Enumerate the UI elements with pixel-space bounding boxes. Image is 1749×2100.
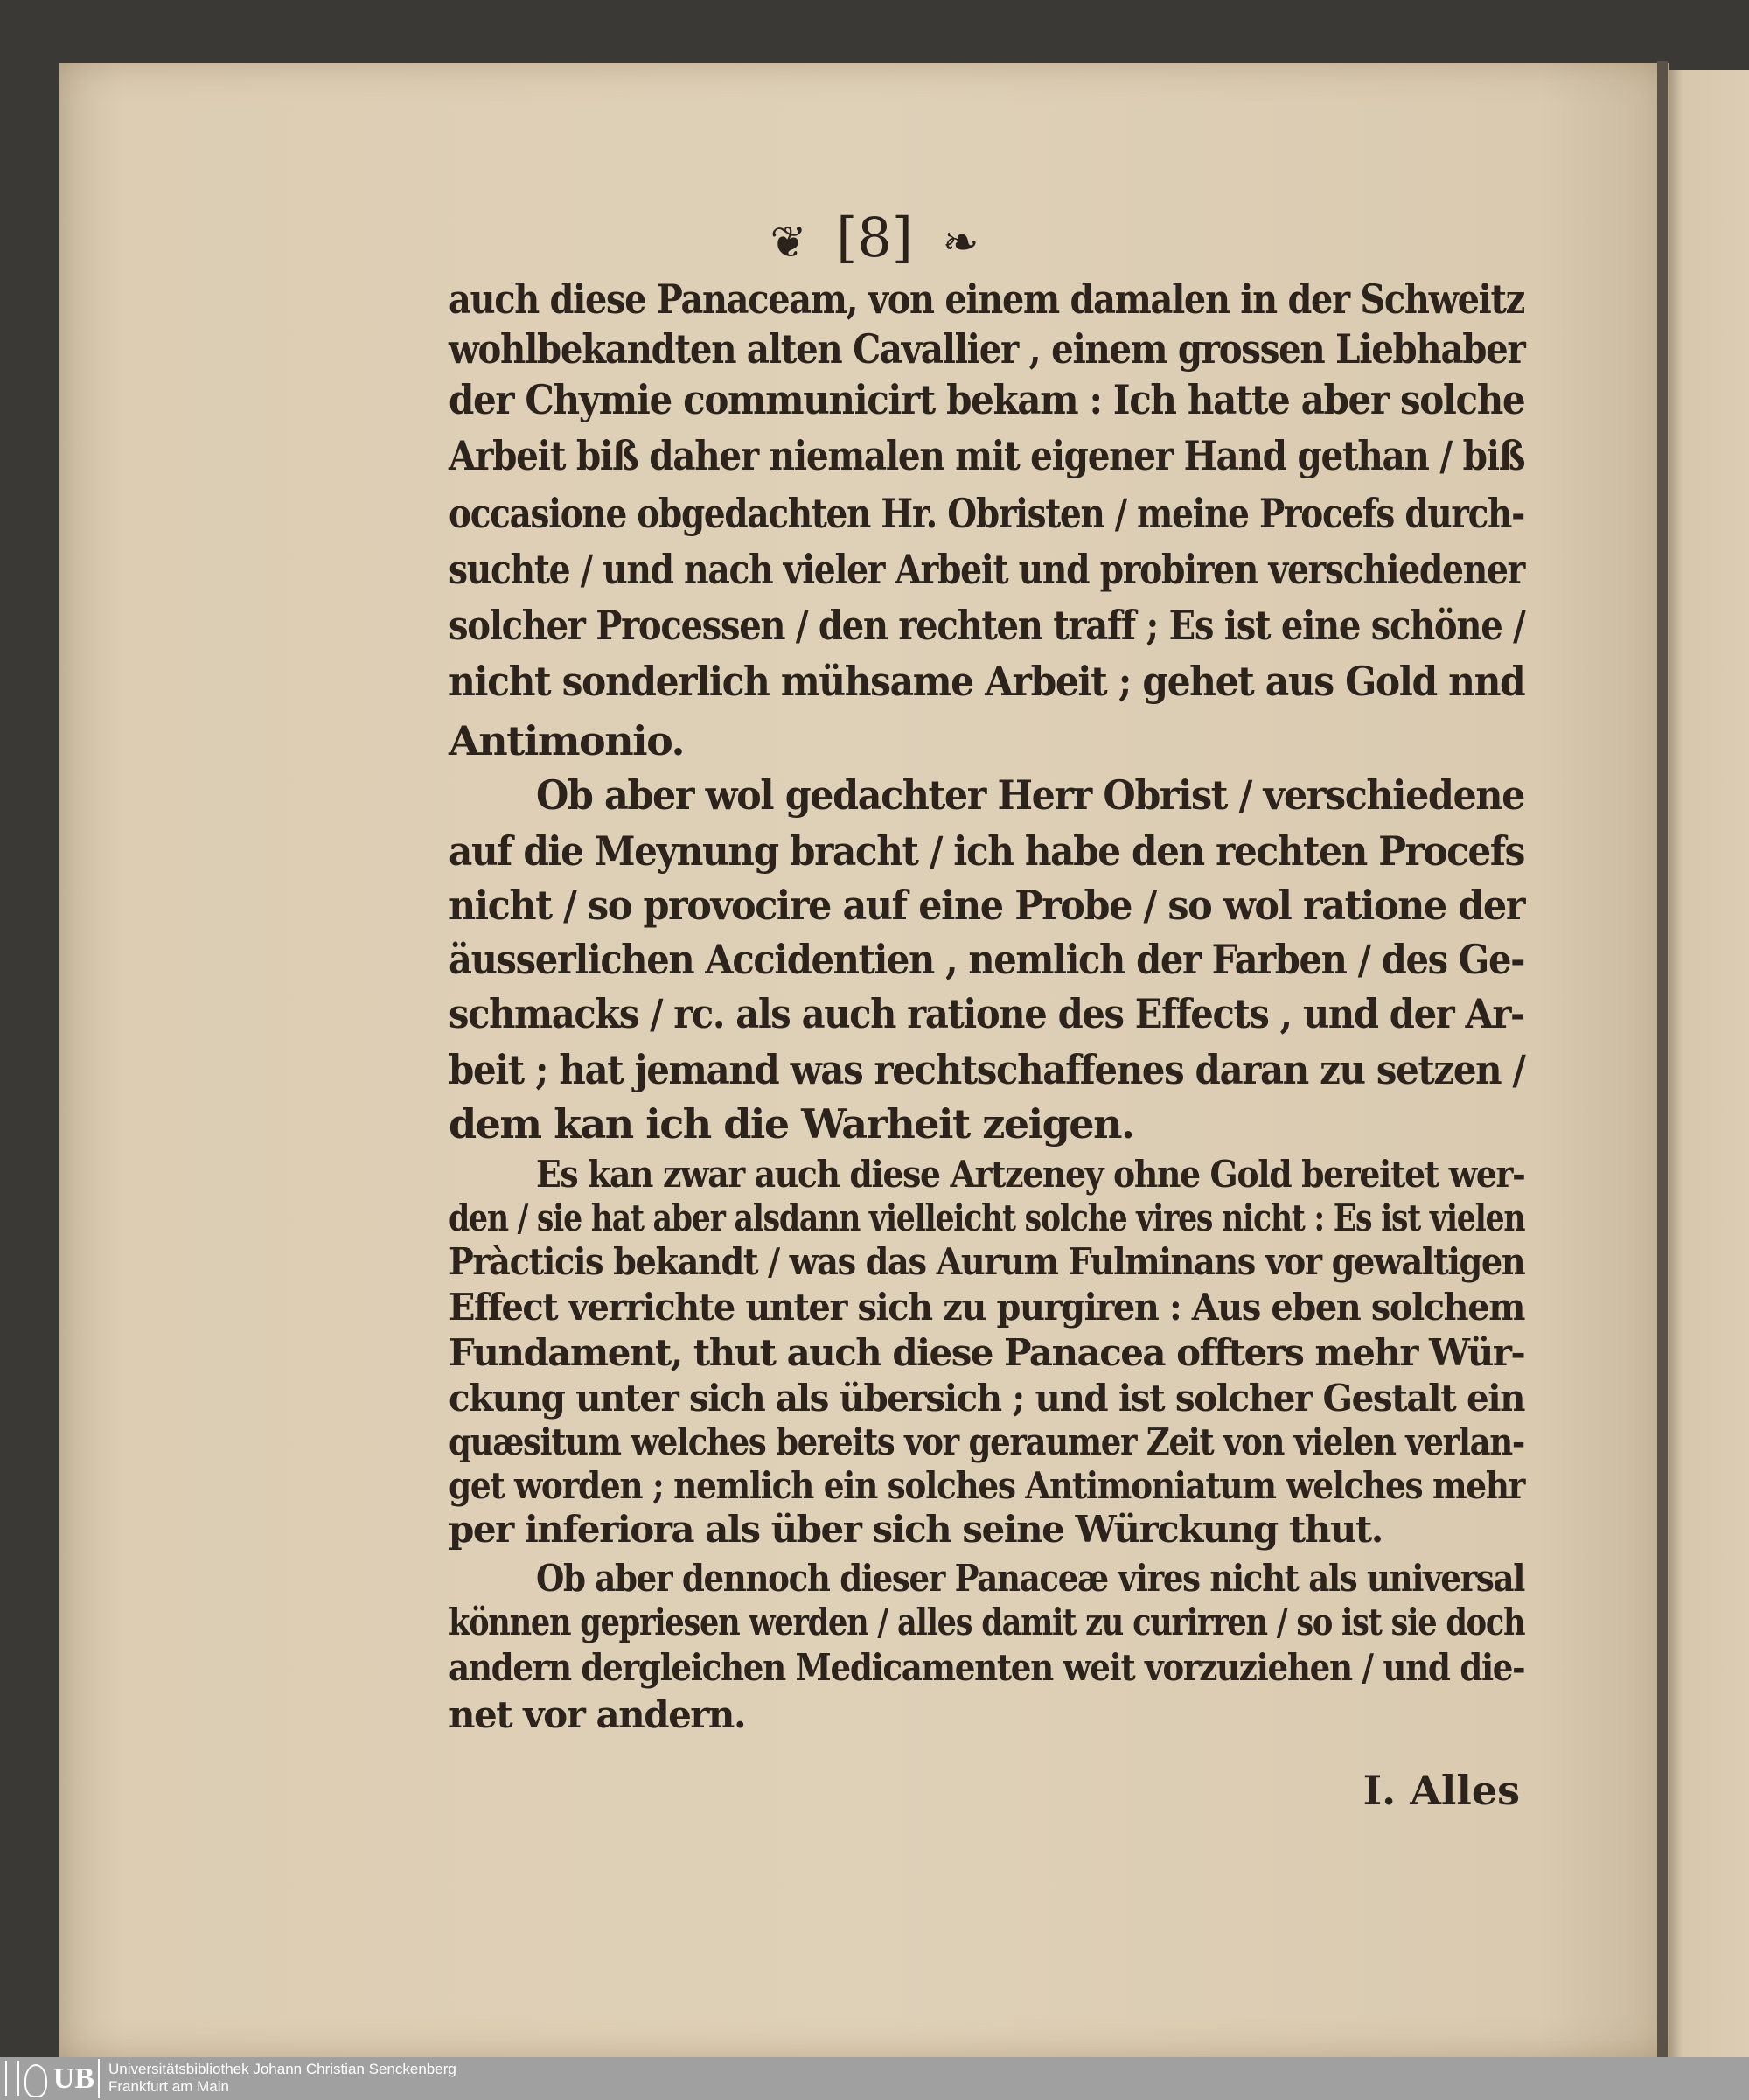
library-logo (3, 2059, 100, 2098)
text-line: dem kan ich die Warheit zeigen. (449, 1100, 1134, 1148)
logo-bars-icon (5, 2061, 19, 2096)
text-line: nicht / so provocire auf eine Probe / so wol ratione der (449, 882, 1525, 929)
text-line: quæsitum welches bereits vor geraumer Zeit von vielen verlan- (449, 1420, 1524, 1463)
text-line: net vor andern. (449, 1693, 746, 1736)
catchword: I. Alles (1362, 1767, 1520, 1814)
ornament-right-icon: ❧ (942, 216, 979, 268)
text-line: Ob aber wol gedachter Herr Obrist / verschiedene (536, 771, 1524, 819)
page-gutter (1657, 61, 1668, 2057)
text-line: per inferiora als über sich seine Würckung thut. (449, 1508, 1383, 1551)
text-line: auf die Meynung bracht / ich habe den rechten Procefs (449, 827, 1524, 875)
text-line: Ob aber dennoch dieser Panaceæ vires nicht als universal (536, 1557, 1524, 1600)
library-name: Universitätsbibliothek Johann Christian Senckenberg (108, 2061, 456, 2077)
ornament-left-icon: ❦ (770, 216, 807, 268)
text-line: auch diese Panaceam, von einem damalen in der Schweitz (449, 276, 1524, 323)
text-line: können gepriesen werden / alles damit zu curirren / so ist sie doch (449, 1601, 1525, 1643)
text-line: ckung unter sich als übersich ; und ist solcher Gestalt ein (449, 1377, 1525, 1420)
text-line: Antimonio. (449, 717, 685, 764)
logo-portrait-icon (24, 2064, 47, 2097)
text-line: occasione obgedachten Hr. Obristen / meine Procefs durch- (449, 490, 1524, 537)
library-footer (0, 2057, 1749, 2100)
text-line: Effect verrichte unter sich zu purgiren : Aus eben solchem (449, 1286, 1524, 1329)
text-line: den / sie hat aber alsdann vielleicht solche vires nicht : Es ist vielen (449, 1197, 1525, 1239)
text-line: get worden ; nemlich ein solches Antimoniatum welches mehr (449, 1464, 1525, 1507)
text-line: nicht sonderlich mühsame Arbeit ; gehet aus Gold nnd (449, 658, 1525, 705)
page-header (0, 206, 1749, 269)
text-line: solcher Processen / den rechten traff ; Es ist eine schöne / (449, 602, 1525, 649)
text-line: Arbeit biß daher niemalen mit eigener Hand gethan / biß (449, 432, 1525, 479)
text-line: suchte / und nach vieler Arbeit und probiren verschiedener (449, 546, 1524, 593)
text-line: Pràcticis bekandt / was das Aurum Fulminans vor gewaltigen (449, 1240, 1525, 1283)
text-line: Es kan zwar auch diese Artzeney ohne Gold bereitet wer- (536, 1153, 1525, 1196)
text-line: Fundament, thut auch diese Panacea offters mehr Wür- (449, 1331, 1525, 1374)
text-line: äusserlichen Accidentien , nemlich der Farben / des Ge- (449, 936, 1525, 983)
facing-page-edge (1666, 70, 1749, 2057)
text-line: andern dergleichen Medicamenten weit vorzuziehen / und die- (449, 1646, 1525, 1689)
logo-text: UB (52, 2062, 94, 2095)
text-line: beit ; hat jemand was rechtschaffenes daran zu setzen / (449, 1046, 1525, 1093)
text-line: wohlbekandten alten Cavallier , einem grossen Liebhaber (449, 325, 1525, 373)
library-city: Frankfurt am Main (108, 2078, 229, 2095)
text-line: der Chymie communicirt bekam : Ich hatte aber solche (449, 376, 1525, 423)
text-line: schmacks / rc. als auch ratione des Effects , und der Ar- (449, 990, 1524, 1037)
page-number: [8] (836, 206, 913, 269)
